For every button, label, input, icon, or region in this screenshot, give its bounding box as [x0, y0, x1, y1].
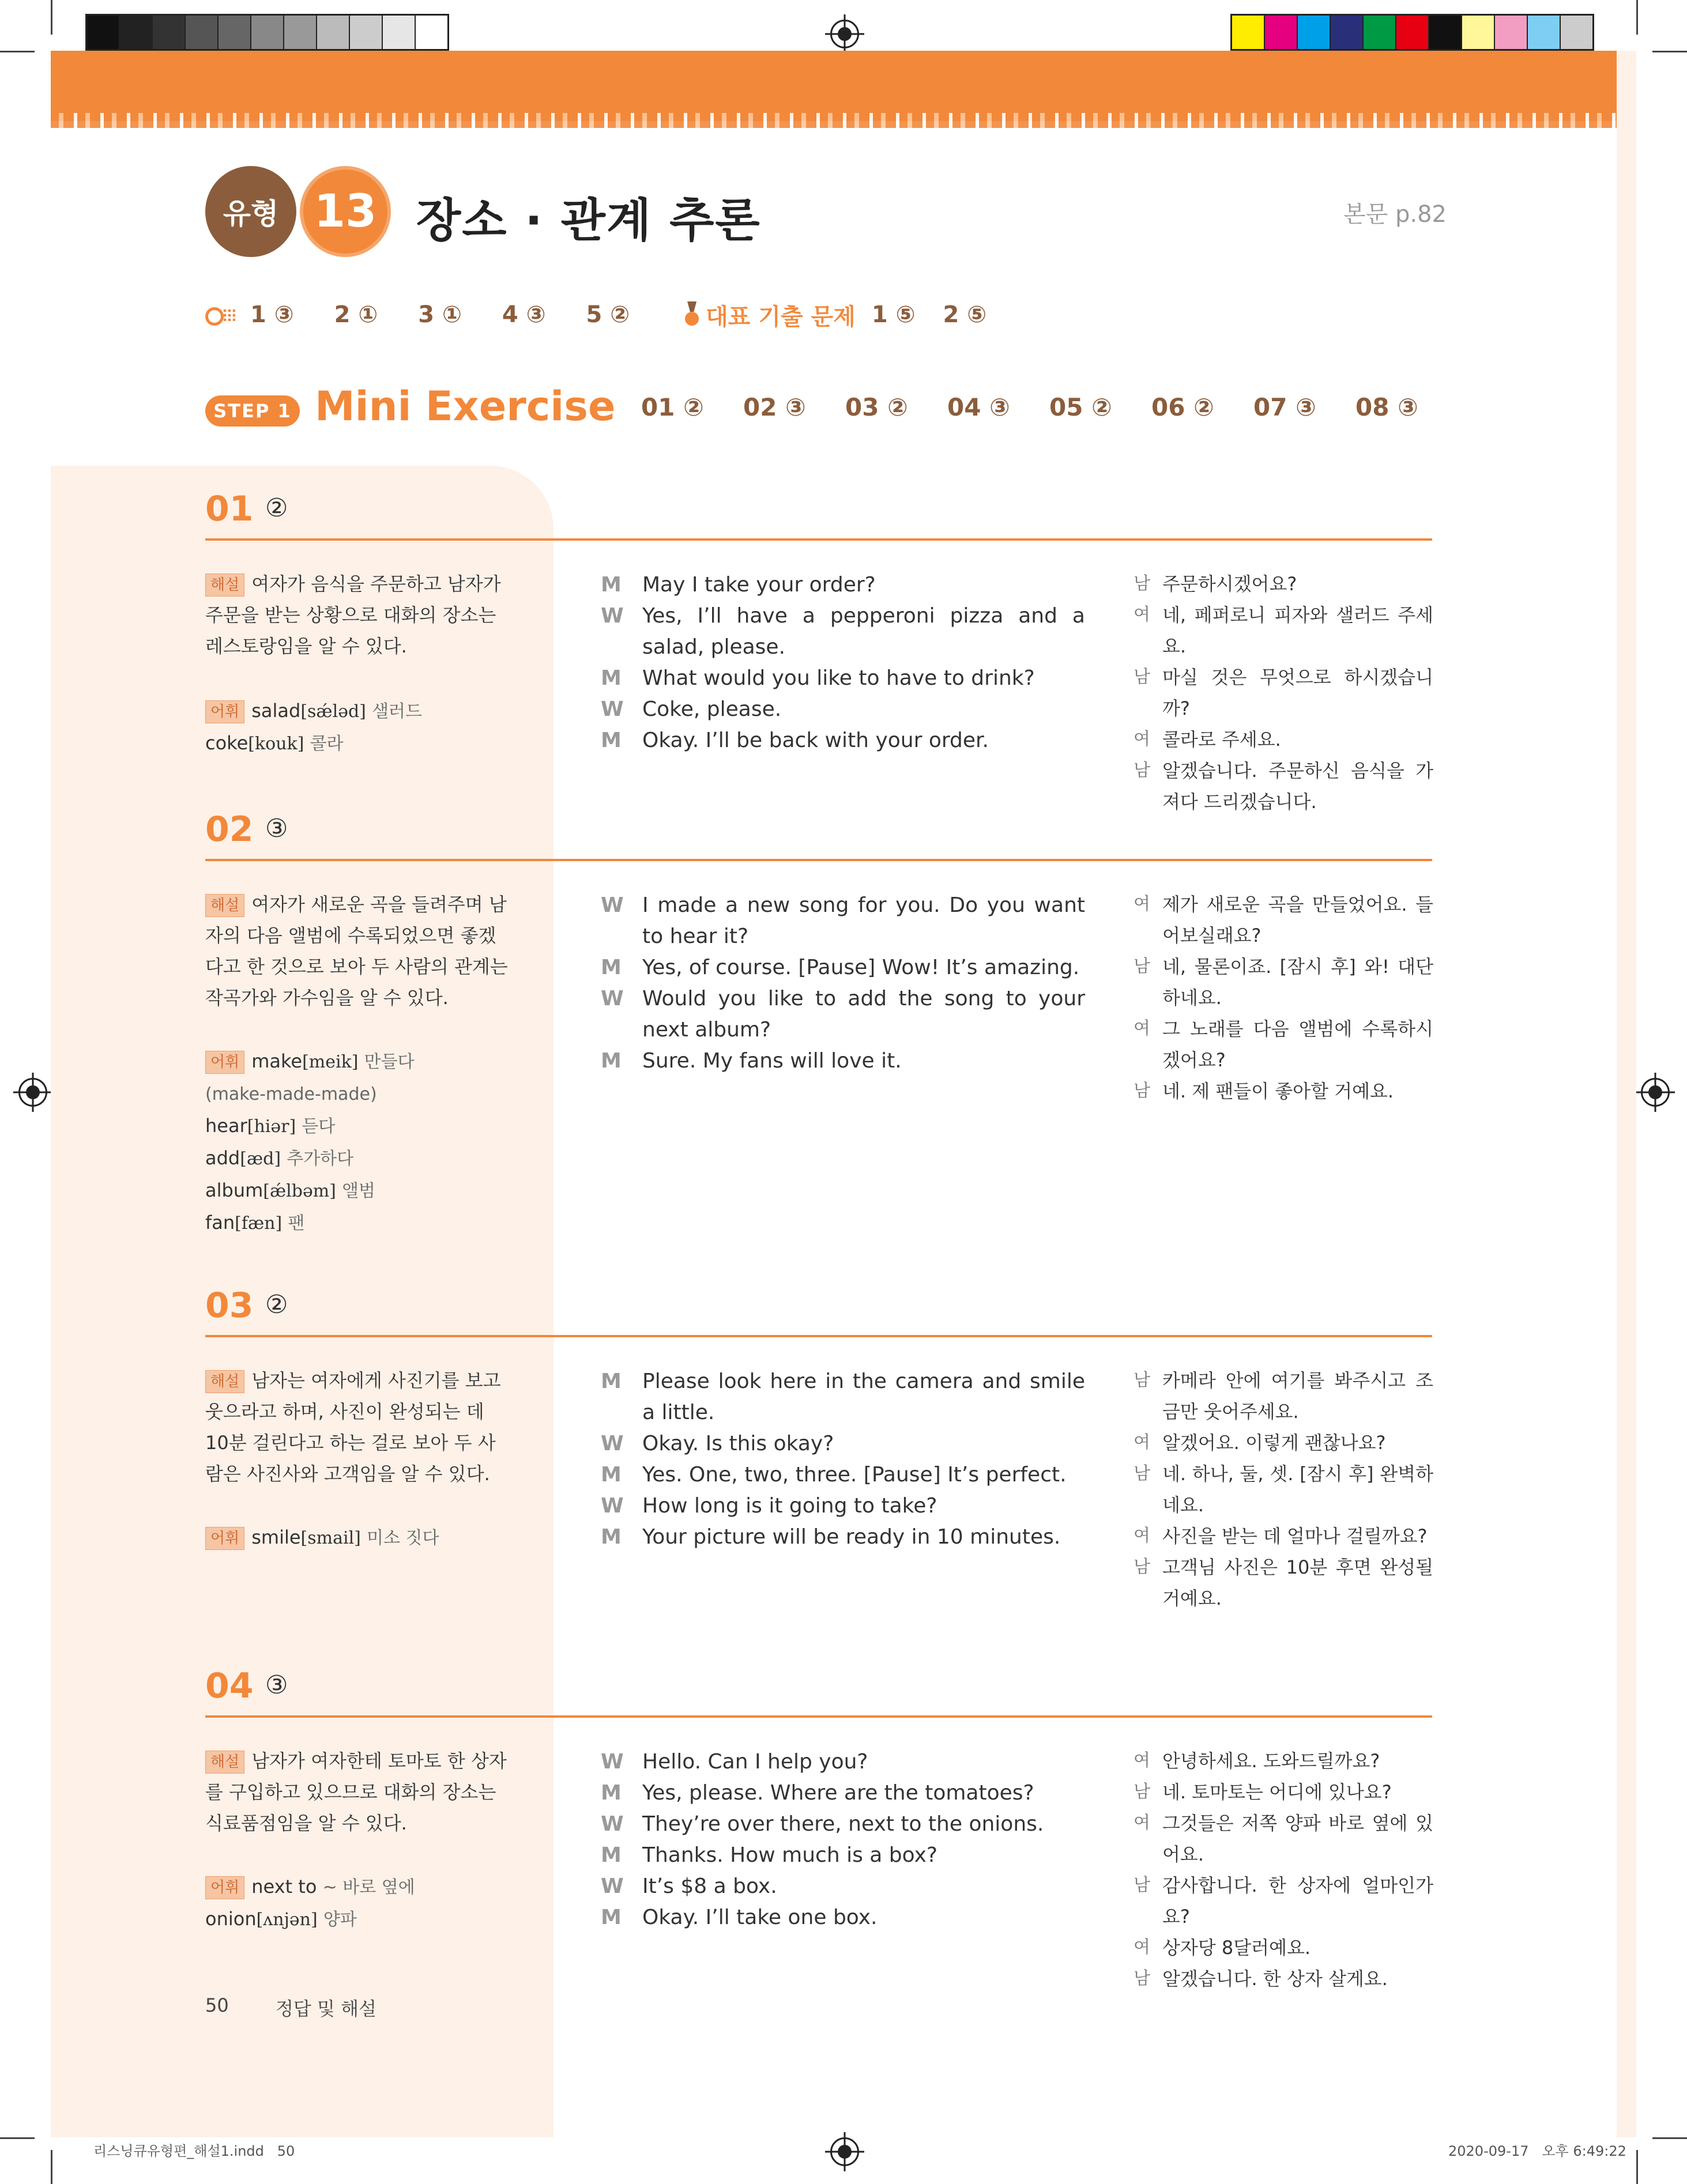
- page-number: 50: [205, 1994, 229, 2016]
- line-text: 고객님 사진은 10분 후면 완성될 거예요.: [1162, 1556, 1433, 1609]
- print-slug-file: 리스닝큐유형편_해설1.indd 50: [93, 2143, 295, 2159]
- english-dialog: [601, 1747, 1085, 1933]
- header-band: [51, 51, 1617, 121]
- dialog-line: [1134, 1870, 1433, 1932]
- explanation: [205, 1745, 512, 1839]
- dialog-line: [1134, 755, 1433, 817]
- dialog-line: [1134, 1932, 1433, 1963]
- vocab-meaning: 양파: [323, 1910, 357, 1930]
- explanation-tag: 해설: [205, 894, 244, 917]
- vocab-ipa: [ǽlbəm]: [263, 1181, 336, 1201]
- line-text: How long is it going to take?: [642, 1494, 937, 1518]
- dialog-line: [601, 1459, 1085, 1491]
- line-text: 주문하시겠어요?: [1162, 573, 1297, 595]
- dialog-line: [1134, 568, 1433, 599]
- section-divider: [205, 1715, 1432, 1718]
- line-text: 콜라로 주세요.: [1162, 729, 1281, 750]
- dialog-line: [601, 1902, 1085, 1933]
- dialog-line: [601, 663, 1085, 694]
- vocab-meaning: ~ 바로 옆에: [322, 1877, 415, 1898]
- registration-mark-left: [18, 1078, 47, 1107]
- vocabulary-list: [205, 695, 528, 760]
- vocab-ipa: [kouk]: [248, 734, 304, 754]
- dialog-line: [601, 569, 1085, 601]
- line-text: 알겠습니다. 한 상자 살게요.: [1162, 1968, 1388, 1990]
- line-text: What would you like to have to drink?: [642, 666, 1035, 690]
- line-text: 네. 제 팬들이 좋아할 거예요.: [1162, 1080, 1394, 1102]
- vocab-item: [205, 1046, 528, 1078]
- speaker: 남: [1134, 574, 1150, 594]
- dialog-line: [1134, 889, 1433, 951]
- dialog-line: [1134, 1013, 1433, 1076]
- vocab-word: coke: [205, 732, 248, 754]
- line-text: Thanks. How much is a box?: [642, 1843, 937, 1867]
- line-text: Coke, please.: [642, 697, 782, 721]
- line-text: 네, 물론이죠. [잠시 후] 와! 대단하네요.: [1162, 956, 1433, 1009]
- line-text: Okay. I’ll be back with your order.: [642, 729, 989, 752]
- section-number: 02: [205, 809, 254, 850]
- step-answer: 02 ③: [743, 393, 806, 421]
- explanation-text: 남자가 여자한테 토마토 한 상자를 구입하고 있으므로 대화의 장소는 식료품점임을 알 수 있다.: [205, 1750, 507, 1834]
- speaker: W: [601, 1874, 624, 1898]
- dialog-line: [1134, 1458, 1433, 1521]
- speaker: 여: [1134, 1526, 1150, 1546]
- line-text: 네. 토마토는 어디에 있나요?: [1162, 1781, 1392, 1803]
- dialog-line: [1134, 1365, 1433, 1427]
- crop-mark: [1636, 0, 1638, 35]
- footer-label: 정답 및 해설: [276, 1998, 376, 2020]
- speaker: M: [601, 573, 622, 597]
- dialog-line: [601, 1809, 1085, 1840]
- vocab-word: add: [205, 1147, 240, 1169]
- speaker: W: [601, 1812, 624, 1836]
- speaker: 여: [1134, 1813, 1150, 1833]
- speaker: W: [601, 1494, 624, 1518]
- speaker: W: [601, 697, 624, 721]
- speaker: 여: [1134, 605, 1150, 625]
- step-answer: 08 ③: [1355, 393, 1418, 421]
- speaker: 남: [1134, 1968, 1150, 1989]
- line-text: Yes. One, two, three. [Pause] It’s perfect.: [642, 1463, 1067, 1487]
- line-text: May I take your order?: [642, 573, 876, 597]
- speaker: W: [601, 893, 624, 917]
- line-text: 마실 것은 무엇으로 하시겠습니까?: [1162, 666, 1433, 719]
- speaker: 남: [1134, 760, 1150, 780]
- dialog-line: [1134, 1427, 1433, 1458]
- vocab-ipa: [ʌnjən]: [256, 1910, 318, 1930]
- line-text: 그 노래를 다음 앨범에 수록하시겠어요?: [1162, 1018, 1433, 1071]
- step-answer: 01 ②: [641, 393, 704, 421]
- rep-answer-item: 2 ⑤: [943, 301, 987, 328]
- vocabulary-list: [205, 1046, 528, 1239]
- line-text: Hello. Can I help you?: [642, 1750, 868, 1774]
- dialog-line: [601, 725, 1085, 756]
- answer-item: 4 ③: [502, 301, 546, 328]
- answer-key-row: [205, 299, 1027, 331]
- explanation-text: 남자는 여자에게 사진기를 보고 웃으라고 하며, 사진이 완성되는 데 10분 걸린다고 하는 걸로 보아 두 사람은 사진사와 고객임을 알 수 있다.: [205, 1370, 501, 1485]
- line-text: It’s $8 a box.: [642, 1874, 777, 1898]
- dialog-line: [601, 1871, 1085, 1902]
- line-text: 알겠습니다. 주문하신 음식을 가져다 드리겠습니다.: [1162, 760, 1433, 813]
- vocab-meaning: (make-made-made): [205, 1084, 377, 1104]
- section-number: 01: [205, 489, 254, 529]
- line-text: Sure. My fans will love it.: [642, 1049, 902, 1073]
- line-text: Okay. I’ll take one box.: [642, 1906, 878, 1929]
- line-text: 감사합니다. 한 상자에 얼마인가요?: [1162, 1874, 1433, 1927]
- explanation-tag: 해설: [205, 574, 244, 597]
- answer-item: 3 ①: [418, 301, 462, 328]
- step-pill: STEP 1: [205, 395, 300, 427]
- speaker: 여: [1134, 729, 1150, 749]
- print-slug-date: 2020-09-17 오후 6:49:22: [1448, 2143, 1626, 2159]
- speaker: M: [601, 1906, 622, 1929]
- dialog-line: [1134, 724, 1433, 755]
- vocab-meaning: 미소 짓다: [367, 1528, 439, 1548]
- dialog-line: [601, 1428, 1085, 1459]
- dialog-line: [1134, 1808, 1433, 1870]
- speaker: M: [601, 1525, 622, 1549]
- section-divider: [205, 1335, 1432, 1337]
- vocab-word: next to: [251, 1876, 317, 1898]
- vocab-ipa: [hiər]: [247, 1116, 296, 1137]
- speaker: M: [601, 666, 622, 690]
- korean-dialog: [1134, 568, 1433, 817]
- line-text: Yes, I’ll have a pepperoni pizza and a salad, please.: [642, 604, 1085, 659]
- vocab-tag: 어휘: [205, 700, 244, 723]
- dialog-line: [601, 1522, 1085, 1553]
- dialog-line: [1134, 1745, 1433, 1776]
- dialog-line: [1134, 1076, 1433, 1107]
- crop-mark: [1652, 51, 1687, 52]
- step-answer: 03 ②: [845, 393, 908, 421]
- crop-mark: [51, 0, 52, 35]
- explanation: [205, 889, 512, 1013]
- line-text: Your picture will be ready in 10 minutes.: [642, 1525, 1061, 1549]
- vocab-word: fan: [205, 1212, 235, 1234]
- dialog-line: [601, 1747, 1085, 1778]
- dialog-line: [1134, 662, 1433, 724]
- vocab-item: [205, 1078, 528, 1110]
- vocabulary-list: [205, 1522, 528, 1554]
- line-text: 사진을 받는 데 얼마나 걸릴까요?: [1162, 1525, 1428, 1547]
- step-answer: 06 ②: [1151, 393, 1214, 421]
- explanation: [205, 1365, 512, 1489]
- vocab-meaning: 샐러드: [372, 701, 423, 722]
- english-dialog: [601, 890, 1085, 1077]
- step-answer: 05 ②: [1049, 393, 1112, 421]
- type-badge: 유형: [205, 166, 296, 257]
- vocab-meaning: 만들다: [364, 1052, 415, 1072]
- line-text: I made a new song for you. Do you want to hear it?: [642, 893, 1085, 948]
- answer-item: 1 ③: [250, 301, 294, 328]
- korean-dialog: [1134, 1365, 1433, 1614]
- vocab-meaning: 앨범: [342, 1181, 376, 1201]
- representative-label: 대표 기출 문제: [706, 303, 856, 330]
- vocab-meaning: 팬: [288, 1213, 305, 1234]
- speaker: 남: [1134, 1370, 1150, 1390]
- vocab-meaning: 듣다: [302, 1116, 336, 1137]
- vocab-word: salad: [251, 700, 301, 722]
- section-answer: ②: [265, 1290, 288, 1319]
- grayscale-color-bar: [85, 14, 449, 51]
- dialog-line: [601, 694, 1085, 725]
- line-text: 그것들은 저쪽 양파 바로 옆에 있어요.: [1162, 1812, 1433, 1865]
- line-text: 제가 새로운 곡을 만들었어요. 들어보실래요?: [1162, 893, 1433, 946]
- vocab-word: smile: [251, 1526, 301, 1548]
- speaker: 여: [1134, 1432, 1150, 1453]
- registration-mark-top: [830, 20, 859, 48]
- step-title: Mini Exercise: [315, 383, 616, 430]
- vocab-meaning: 콜라: [310, 734, 344, 754]
- dialog-line: [1134, 599, 1433, 662]
- line-text: 네. 하나, 둘, 셋. [잠시 후] 완벽하네요.: [1162, 1463, 1433, 1516]
- crop-mark: [0, 51, 35, 52]
- speaker: 남: [1134, 1782, 1150, 1802]
- mini-exercise-answers: [641, 393, 1458, 421]
- line-text: 상자당 8달러예요.: [1162, 1937, 1311, 1959]
- line-text: 안녕하세요. 도와드릴까요?: [1162, 1750, 1380, 1772]
- vocab-word: onion: [205, 1908, 257, 1930]
- speaker: 여: [1134, 1937, 1150, 1957]
- speaker: W: [601, 987, 624, 1010]
- right-margin-strip: [1617, 51, 1636, 2137]
- registration-mark-right: [1641, 1078, 1670, 1107]
- dialog-line: [601, 952, 1085, 983]
- speaker: M: [601, 729, 622, 752]
- dialog-line: [601, 1366, 1085, 1428]
- speaker: 남: [1134, 1081, 1150, 1101]
- section-answer: ③: [265, 1670, 288, 1700]
- type-number-badge: 13: [300, 166, 391, 257]
- section-number: 03: [205, 1285, 254, 1326]
- explanation-text: 여자가 음식을 주문하고 남자가 주문을 받는 상황으로 대화의 장소는 레스토랑임을 알 수 있다.: [205, 573, 501, 657]
- vocab-tag: 어휘: [205, 1527, 244, 1550]
- vocab-word: album: [205, 1179, 263, 1201]
- line-text: 카메라 안에 여기를 봐주시고 조금만 웃어주세요.: [1162, 1370, 1433, 1423]
- speaker: 남: [1134, 956, 1150, 976]
- speaker: M: [601, 1463, 622, 1487]
- vocab-item: [205, 1207, 528, 1239]
- dialog-line: [601, 1840, 1085, 1871]
- speaker: 남: [1134, 1875, 1150, 1895]
- explanation-tag: 해설: [205, 1751, 244, 1774]
- vocab-ipa: [smail]: [300, 1528, 361, 1548]
- medal-icon: [685, 301, 699, 328]
- dialog-line: [601, 1491, 1085, 1522]
- dialog-line: [1134, 1963, 1433, 1994]
- section-divider: [205, 859, 1432, 861]
- line-text: Yes, of course. [Pause] Wow! It’s amazing.: [642, 956, 1080, 979]
- english-dialog: [601, 569, 1085, 756]
- rep-answer-item: 1 ⑤: [871, 301, 916, 328]
- explanation: [205, 568, 512, 662]
- speaker: 남: [1134, 667, 1150, 687]
- speaker: W: [601, 1750, 624, 1774]
- answer-item: 2 ①: [334, 301, 378, 328]
- vocab-meaning: 추가하다: [287, 1149, 354, 1169]
- crop-mark: [1636, 2150, 1638, 2184]
- line-text: Yes, please. Where are the tomatoes?: [642, 1781, 1034, 1805]
- english-dialog: [601, 1366, 1085, 1553]
- crop-mark: [0, 2137, 35, 2139]
- vocab-item: [205, 695, 528, 727]
- dialog-line: [601, 1778, 1085, 1809]
- speaker: M: [601, 956, 622, 979]
- section-answer: ②: [265, 493, 288, 523]
- dialog-line: [601, 983, 1085, 1046]
- step-answer: 04 ③: [947, 393, 1010, 421]
- speaker: M: [601, 1781, 622, 1805]
- explanation-tag: 해설: [205, 1370, 244, 1393]
- speaker: W: [601, 1432, 624, 1455]
- line-text: Would you like to add the song to your next album?: [642, 987, 1085, 1042]
- speaker: 여: [1134, 1751, 1150, 1771]
- vocab-item: [205, 1522, 528, 1554]
- answer-item: 5 ②: [586, 301, 630, 328]
- dialog-line: [1134, 1521, 1433, 1552]
- korean-dialog: [1134, 1745, 1433, 1994]
- vocab-item: [205, 1110, 528, 1142]
- crop-mark: [1652, 2137, 1687, 2139]
- speaker: 남: [1134, 1463, 1150, 1484]
- section-number: 04: [205, 1666, 254, 1706]
- vocab-item: [205, 1175, 528, 1207]
- header-band-edge: [51, 113, 1617, 128]
- vocab-word: make: [251, 1050, 303, 1072]
- vocab-item: [205, 1903, 528, 1936]
- speaker: 여: [1134, 1019, 1150, 1039]
- vocab-tag: 어휘: [205, 1876, 244, 1899]
- vocab-ipa: [fæn]: [235, 1213, 283, 1234]
- speaker: W: [601, 604, 624, 628]
- dialog-line: [1134, 951, 1433, 1013]
- line-text: 알겠어요. 이렇게 괜찮나요?: [1162, 1432, 1386, 1454]
- speaker: M: [601, 1843, 622, 1867]
- line-text: They’re over there, next to the onions.: [642, 1812, 1044, 1836]
- dialog-line: [601, 1046, 1085, 1077]
- crop-mark: [51, 2150, 52, 2184]
- line-text: Please look here in the camera and smile a little.: [642, 1370, 1085, 1424]
- line-text: 네, 페퍼로니 피자와 샐러드 주세요.: [1162, 604, 1433, 657]
- vocab-word: hear: [205, 1115, 247, 1137]
- vocab-ipa: [sǽləd]: [300, 701, 366, 722]
- line-text: Okay. Is this okay?: [642, 1432, 834, 1455]
- vocab-item: [205, 727, 528, 760]
- vocab-tag: 어휘: [205, 1051, 244, 1074]
- page-reference: 본문 p.82: [1343, 201, 1447, 228]
- speaker: 여: [1134, 894, 1150, 914]
- vocab-ipa: [meik]: [302, 1052, 359, 1072]
- registration-mark-bottom: [830, 2137, 859, 2166]
- dialog-line: [1134, 1552, 1433, 1614]
- vocab-item: [205, 1142, 528, 1175]
- vocab-ipa: [æd]: [240, 1149, 281, 1169]
- process-color-bar: [1230, 14, 1594, 51]
- explanation-text: 여자가 새로운 곡을 들려주며 남자의 다음 앨범에 수록되었으면 좋겠다고 한 것으로 보아 두 사람의 관계는 작곡가와 가수임을 알 수 있다.: [205, 893, 508, 1009]
- vocabulary-list: [205, 1871, 528, 1936]
- step-answer: 07 ③: [1253, 393, 1316, 421]
- vocab-item: [205, 1871, 528, 1903]
- section-divider: [205, 538, 1432, 541]
- dialog-line: [601, 601, 1085, 663]
- exercise-dots-icon: [205, 306, 234, 323]
- page-title: 장소 · 관계 추론: [416, 194, 761, 247]
- speaker: 남: [1134, 1557, 1150, 1577]
- speaker: M: [601, 1370, 622, 1393]
- section-answer: ③: [265, 814, 288, 843]
- speaker: M: [601, 1049, 622, 1073]
- dialog-line: [1134, 1776, 1433, 1808]
- korean-dialog: [1134, 889, 1433, 1107]
- dialog-line: [601, 890, 1085, 952]
